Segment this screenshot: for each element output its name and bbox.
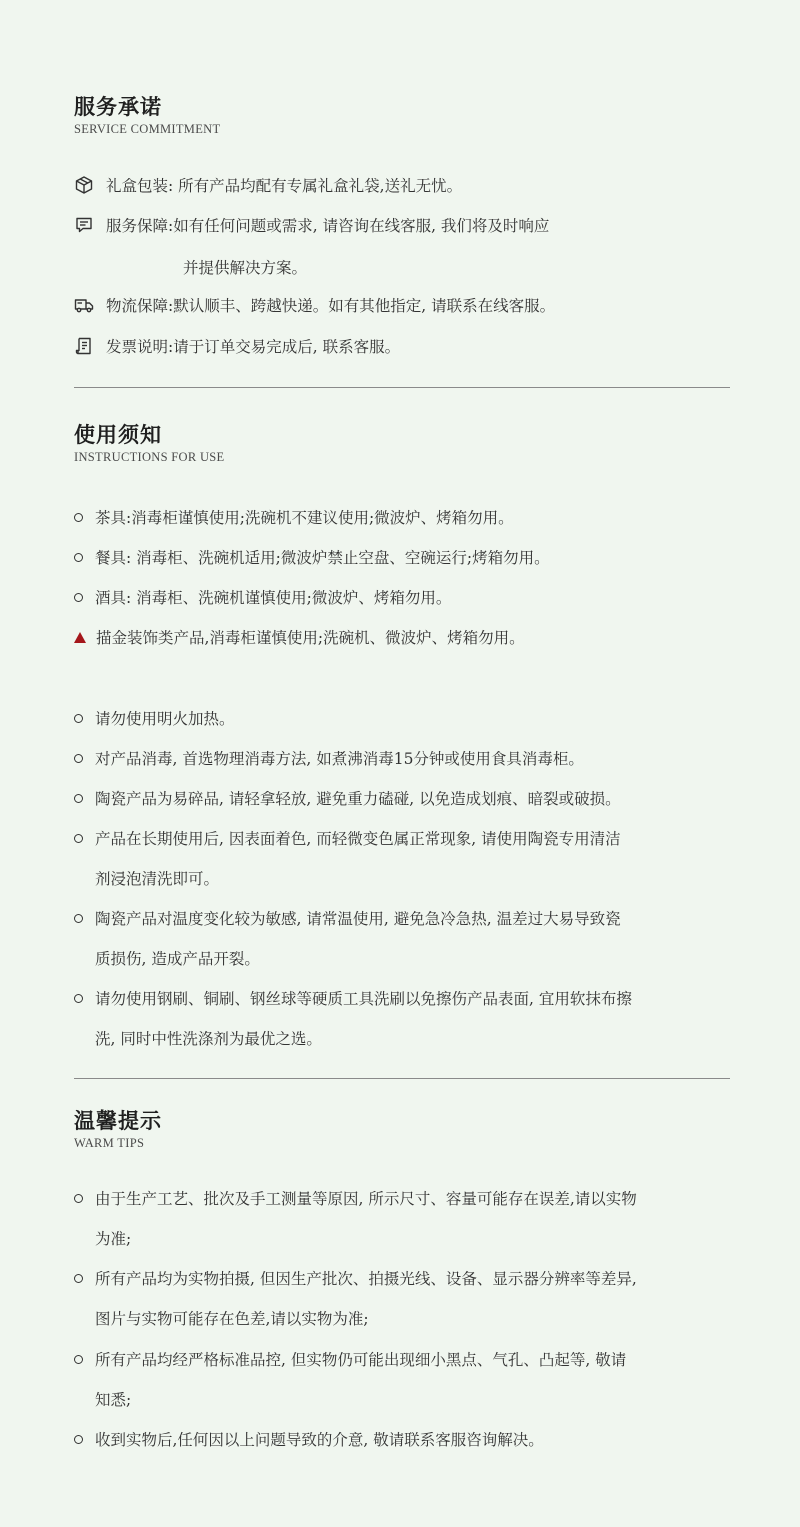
bullet-icon xyxy=(74,794,83,803)
warning-item xyxy=(74,626,525,648)
list-item-continuation: 知悉; xyxy=(95,1391,132,1409)
list-item xyxy=(74,907,621,929)
list-item-text: 对产品消毒, 首选物理消毒方法, 如煮沸消毒15分钟或使用食具消毒柜。 xyxy=(95,750,584,768)
list-item xyxy=(74,1348,626,1370)
list-item-text: 收到实物后,任何因以上问题导致的介意, 敬请联系客服咨询解决。 xyxy=(95,1431,544,1449)
bullet-icon xyxy=(74,834,83,843)
box-icon xyxy=(74,175,94,195)
bullet-icon xyxy=(74,513,83,522)
list-item xyxy=(74,987,632,1009)
tips-header xyxy=(74,1108,730,1151)
divider xyxy=(74,1078,730,1079)
list-item xyxy=(74,1187,637,1209)
list-item-text: 所有产品均为实物拍摄, 但因生产批次、拍摄光线、设备、显示器分辨率等差异, xyxy=(95,1270,637,1288)
service-item-text: 发票说明:请于订单交易完成后, 联系客服。 xyxy=(106,338,401,356)
bullet-icon xyxy=(74,553,83,562)
list-item-text: 所有产品均经严格标准品控, 但实物仍可能出现细小黑点、气孔、凸起等, 敬请 xyxy=(95,1351,627,1369)
list-item-continuation: 剂浸泡清洗即可。 xyxy=(95,870,220,888)
list-item xyxy=(74,747,584,769)
warning-icon xyxy=(74,632,86,643)
list-item-text: 酒具: 消毒柜、洗碗机谨慎使用;微波炉、烤箱勿用。 xyxy=(95,589,452,607)
tips-title: 温馨提示 xyxy=(74,1108,162,1133)
list-item-text: 请勿使用明火加热。 xyxy=(95,710,235,728)
truck-icon xyxy=(74,295,94,315)
instructions-title: 使用须知 xyxy=(74,422,162,447)
list-item xyxy=(74,787,621,809)
service-item-gift-box xyxy=(74,174,462,196)
list-item xyxy=(74,707,235,729)
tips-subtitle: WARM TIPS xyxy=(74,1136,145,1150)
warning-text: 描金装饰类产品,消毒柜谨慎使用;洗碗机、微波炉、烤箱勿用。 xyxy=(96,629,525,647)
chat-icon xyxy=(74,215,94,235)
bullet-icon xyxy=(74,914,83,923)
service-item-invoice xyxy=(74,335,400,357)
service-item-text: 物流保障:默认顺丰、跨越快递。如有其他指定, 请联系在线客服。 xyxy=(106,297,556,315)
service-item-text: 礼盒包装: 所有产品均配有专属礼盒礼袋,送礼无忧。 xyxy=(106,177,463,195)
bullet-icon xyxy=(74,714,83,723)
list-item xyxy=(74,506,514,528)
service-header xyxy=(74,94,730,137)
list-item-text: 产品在长期使用后, 因表面着色, 而轻微变色属正常现象, 请使用陶瓷专用清洁 xyxy=(95,830,621,848)
list-item-continuation: 为准; xyxy=(95,1230,132,1248)
bullet-icon xyxy=(74,1435,83,1444)
service-item-continuation: 并提供解决方案。 xyxy=(183,259,308,277)
list-item-text: 茶具:消毒柜谨慎使用;洗碗机不建议使用;微波炉、烤箱勿用。 xyxy=(95,509,514,527)
list-item-text: 由于生产工艺、批次及手工测量等原因, 所示尺寸、容量可能存在误差,请以实物 xyxy=(95,1190,637,1208)
list-item-continuation: 质损伤, 造成产品开裂。 xyxy=(95,950,260,968)
service-subtitle: SERVICE COMMITMENT xyxy=(74,122,221,136)
service-title: 服务承诺 xyxy=(74,94,162,119)
bullet-icon xyxy=(74,1194,83,1203)
list-item xyxy=(74,586,451,608)
service-item-logistics xyxy=(74,294,555,316)
bullet-icon xyxy=(74,994,83,1003)
instructions-header xyxy=(74,422,730,465)
receipt-icon xyxy=(74,336,94,356)
bullet-icon xyxy=(74,754,83,763)
bullet-icon xyxy=(74,593,83,602)
list-item-continuation: 洗, 同时中性洗涤剂为最优之选。 xyxy=(95,1030,322,1048)
service-item-text: 服务保障:如有任何问题或需求, 请咨询在线客服, 我们将及时响应 xyxy=(106,217,550,235)
list-item xyxy=(74,1267,637,1289)
list-item xyxy=(74,546,550,568)
bullet-icon xyxy=(74,1355,83,1364)
list-item-text: 陶瓷产品为易碎品, 请轻拿轻放, 避免重力磕碰, 以免造成划痕、暗裂或破损。 xyxy=(95,790,621,808)
list-item-text: 陶瓷产品对温度变化较为敏感, 请常温使用, 避免急冷急热, 温差过大易导致瓷 xyxy=(95,910,621,928)
service-item-guarantee xyxy=(74,214,549,236)
list-item-text: 请勿使用钢刷、铜刷、钢丝球等硬质工具洗刷以免擦伤产品表面, 宜用软抹布擦 xyxy=(95,990,632,1008)
instructions-subtitle: INSTRUCTIONS FOR USE xyxy=(74,450,225,464)
list-item-text: 餐具: 消毒柜、洗碗机适用;微波炉禁止空盘、空碗运行;烤箱勿用。 xyxy=(95,549,550,567)
list-item-continuation: 图片与实物可能存在色差,请以实物为准; xyxy=(95,1310,369,1328)
divider xyxy=(74,387,730,388)
list-item xyxy=(74,827,621,849)
list-item xyxy=(74,1428,544,1450)
bullet-icon xyxy=(74,1274,83,1283)
